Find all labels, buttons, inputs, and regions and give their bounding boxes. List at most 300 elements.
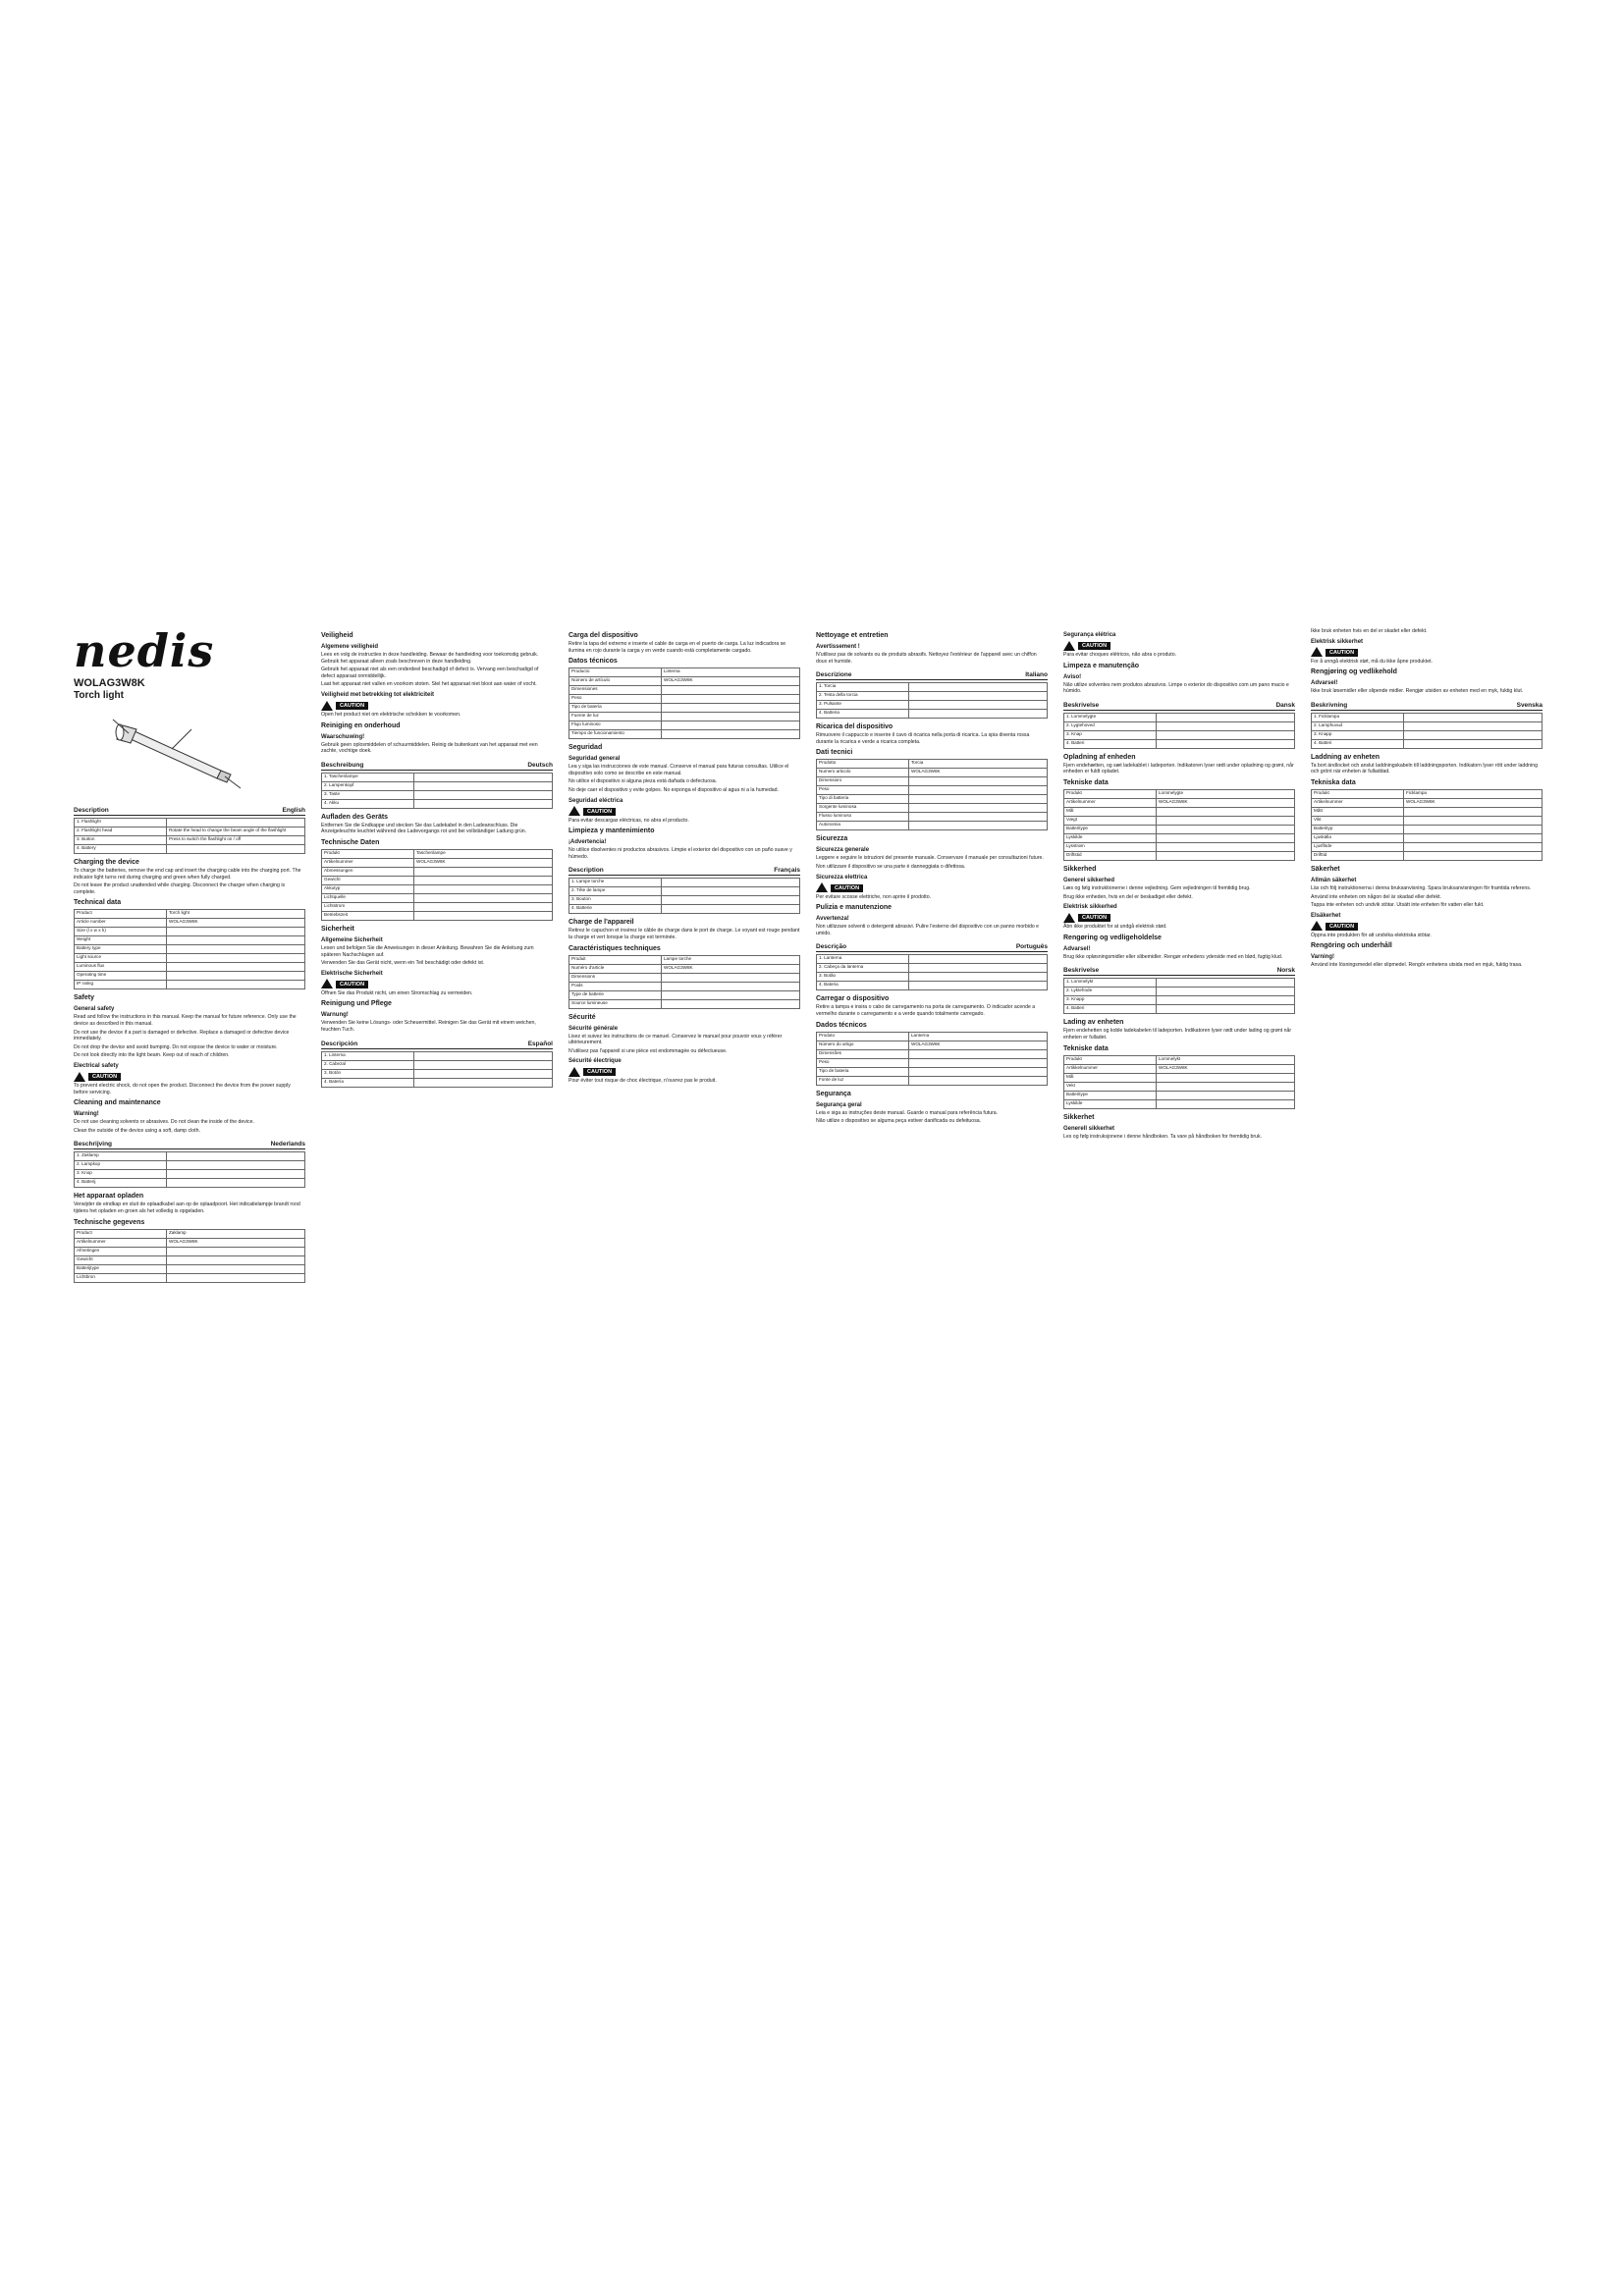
table-cell-value: WOLAG3W8K	[909, 769, 1048, 777]
section-heading: Lading av enheten	[1063, 1019, 1124, 1027]
table-cell-label: 1. Torcia	[817, 683, 909, 692]
table-row	[75, 836, 305, 845]
table-cell-value	[1157, 1073, 1295, 1082]
table-row	[569, 704, 800, 713]
column-4	[816, 628, 1048, 1669]
table-cell-label: Artikelnummer	[1312, 798, 1404, 807]
table-row	[1064, 798, 1295, 807]
body-paragraph: Fjern endehætten, og sæt ladekablet i ladeporten. Indikatoren lyser rødt under opladning og grønt, når enheden er fuldt opladet.	[1063, 762, 1294, 775]
table-cell-value	[167, 954, 305, 963]
table-cell-label: 1. Lommelykt	[1064, 979, 1157, 988]
table-row	[569, 982, 800, 990]
table-row	[817, 1032, 1048, 1041]
table-row	[1064, 842, 1295, 851]
table-cell-value	[1404, 730, 1543, 739]
table-cell-value	[1157, 825, 1295, 833]
table-row	[817, 1067, 1048, 1076]
body-paragraph: No utilice disolventes ni productos abrasivos. Limpie el exterior del dispositivo con un paño suave y húmedo.	[568, 847, 792, 860]
table-cell-label: Artikelnummer	[75, 1238, 167, 1247]
table-row	[322, 876, 553, 884]
table-cell-value: Taschenlampe	[414, 849, 553, 858]
caution-warning	[568, 806, 800, 818]
table-row	[75, 1255, 305, 1264]
body-paragraph: Non utilizzare solventi o detergenti abrasivi. Pulire l'esterno del dispositivo con un panno morbido e umido.	[816, 924, 1040, 936]
table-cell-label: Batteritype	[1064, 825, 1157, 833]
table-row	[1064, 721, 1295, 730]
table-row	[1312, 739, 1543, 748]
table-row	[817, 1049, 1048, 1058]
table-cell-value: Ficklampa	[1404, 789, 1543, 798]
table-cell-label: Batteritype	[1064, 1091, 1157, 1099]
section-title: Beschrijving	[74, 1141, 113, 1148]
table-cell-value	[909, 1067, 1048, 1076]
table-cell-value	[167, 819, 305, 828]
table-row	[569, 668, 800, 677]
table-cell-label: Mått	[1312, 807, 1404, 816]
table-cell-label: 2. Lyktehode	[1064, 988, 1157, 996]
table-cell-value	[1157, 1099, 1295, 1108]
table-cell-value	[662, 704, 800, 713]
table-cell-label: Dimensões	[817, 1049, 909, 1058]
table-cell-label: 3. Knop	[75, 1170, 167, 1179]
table-row	[75, 1229, 305, 1238]
section-heading: Säkerhet	[1311, 865, 1340, 873]
language-section-header	[74, 1140, 305, 1149]
table-cell-value	[1157, 1005, 1295, 1014]
table-row	[817, 710, 1048, 719]
subsection-heading: Varning!	[1311, 954, 1335, 961]
table-cell-label: Producto	[569, 668, 662, 677]
table-row	[75, 945, 305, 954]
table-row	[817, 692, 1048, 701]
body-paragraph: Öffnen Sie das Produkt nicht, um einen Stromschlag zu vermeiden.	[321, 989, 473, 996]
table-cell-label: Poids	[569, 982, 662, 990]
table-cell-value	[1404, 713, 1543, 721]
table-cell-label: Artikelnummer	[322, 858, 414, 867]
subsection-heading: Algemene veiligheid	[321, 644, 379, 650]
spec-table	[321, 773, 553, 809]
table-cell-value: WOLAG3W8K	[414, 858, 553, 867]
language-label: Svenska	[1516, 701, 1543, 709]
table-cell-value	[662, 730, 800, 739]
body-paragraph: Retirez le capuchon et insérez le câble de charge dans le port de charge. Le voyant est rouge pendant la charge et vert lorsque la charge est terminée.	[568, 928, 800, 940]
table-row	[75, 828, 305, 836]
spec-table	[1311, 789, 1543, 861]
table-cell-value	[1157, 1082, 1295, 1091]
body-paragraph: Laat het apparaat niet vallen en voorkom stoten. Stel het apparaat niet bloot aan water of vocht.	[321, 681, 537, 688]
subsection-heading: Aviso!	[1063, 673, 1082, 680]
body-paragraph: Gebruik het apparaat niet als een onderdeel beschadigd of defect is. Vervang een beschadigd of defect apparaat onmiddellijk.	[321, 667, 539, 679]
table-cell-label: Peso	[817, 1058, 909, 1067]
table-row	[1064, 1082, 1295, 1091]
body-paragraph: No deje caer el dispositivo y evite golpes. No exponga el dispositivo al agua ni a la humedad.	[568, 786, 779, 793]
table-cell-value	[414, 911, 553, 920]
body-paragraph: Brug ikke enheden, hvis en del er beskadiget eller defekt.	[1063, 893, 1193, 900]
table-cell-label: Produkt	[1064, 1055, 1157, 1064]
spec-table	[74, 909, 305, 989]
table-cell-label: Artikkelnummer	[1064, 1064, 1157, 1073]
table-cell-value	[1157, 739, 1295, 748]
section-heading: Technische gegevens	[74, 1218, 145, 1226]
section-heading: Carregar o dispositivo	[816, 995, 890, 1003]
table-row	[569, 879, 800, 887]
subsection-heading: Sicurezza generale	[816, 847, 870, 854]
section-heading: Carga del dispositivo	[568, 632, 638, 639]
table-cell-value: Torch light	[167, 910, 305, 919]
table-cell-value	[909, 786, 1048, 795]
spec-table	[816, 759, 1048, 830]
table-cell-label: Prodotto	[817, 760, 909, 769]
section-heading: Aufladen des Geräts	[321, 813, 389, 821]
table-cell-value: WOLAG3W8K	[662, 677, 800, 686]
table-cell-label: Artikelnummer	[1064, 798, 1157, 807]
table-cell-label: Produkt	[322, 849, 414, 858]
subsection-heading: Elektrisk sikkerhed	[1063, 904, 1117, 911]
table-cell-value	[1157, 833, 1295, 842]
section-heading: Limpieza y mantenimiento	[568, 828, 655, 835]
brand-logo: nedis	[74, 628, 215, 677]
table-cell-label: Peso	[569, 695, 662, 704]
table-cell-value	[414, 773, 553, 781]
body-paragraph: Ikke bruk enheten hvis en del er skadet eller defekt.	[1311, 628, 1428, 634]
table-cell-label: Número do artigo	[817, 1041, 909, 1049]
body-paragraph: Open het product niet om elektrische schokken te voorkomen.	[321, 711, 461, 718]
table-row	[322, 893, 553, 902]
body-paragraph: N'utilisez pas l'appareil si une pièce est endommagée ou défectueuse.	[568, 1047, 728, 1054]
table-cell-value	[414, 1060, 553, 1069]
caution-label: CAUTION	[1078, 642, 1110, 650]
section-heading: Tekniske data	[1063, 1044, 1109, 1052]
column-3-content	[568, 631, 800, 1085]
table-row	[322, 773, 553, 781]
body-paragraph: Do not use the device if a part is damaged or defective. Replace a damaged or defective device immediately.	[74, 1029, 290, 1042]
subsection-heading: Segurança elétrica	[1063, 632, 1116, 638]
table-cell-label: Vekt	[1064, 1082, 1157, 1091]
table-cell-value	[1404, 842, 1543, 851]
body-paragraph: Do not drop the device and avoid bumping. Do not expose the device to water or moisture.	[74, 1043, 278, 1050]
table-row	[75, 819, 305, 828]
table-cell-label: Dimensions	[569, 973, 662, 982]
table-cell-value: WOLAG3W8K	[167, 1238, 305, 1247]
table-cell-label: 3. Button	[75, 836, 167, 845]
model-number: WOLAG3W8K	[74, 677, 145, 689]
table-row	[1312, 833, 1543, 842]
table-cell-value: WOLAG3W8K	[909, 1041, 1048, 1049]
warning-triangle-icon	[1311, 647, 1323, 657]
section-heading: Cleaning and maintenance	[74, 1099, 161, 1107]
section-heading: Veiligheid	[321, 632, 353, 639]
table-row	[1064, 730, 1295, 739]
table-cell-label: 3. Taste	[322, 790, 414, 799]
table-cell-value	[414, 902, 553, 911]
section-heading: Charge de l'appareil	[568, 919, 634, 927]
language-label: Norsk	[1276, 967, 1295, 975]
table-cell-value: Press to switch the flashlight on / off	[167, 836, 305, 845]
table-cell-value	[167, 936, 305, 945]
table-row	[817, 769, 1048, 777]
subsection-heading: Sécurité électrique	[568, 1058, 622, 1065]
language-section-header	[816, 670, 1048, 680]
subsection-heading: Generel sikkerhed	[1063, 877, 1115, 883]
table-cell-value	[1157, 730, 1295, 739]
table-cell-label: Driftstid	[1064, 851, 1157, 860]
table-cell-label: Batterityp	[1312, 825, 1404, 833]
section-heading: Sicherheit	[321, 925, 354, 933]
table-row	[75, 1179, 305, 1188]
table-cell-value	[662, 999, 800, 1008]
table-row	[322, 849, 553, 858]
table-row	[569, 713, 800, 721]
table-row	[569, 905, 800, 914]
table-cell-label: 3. Knapp	[1064, 996, 1157, 1005]
warning-triangle-icon	[1063, 641, 1075, 651]
table-cell-label: 3. Botón	[322, 1069, 414, 1078]
table-cell-label: Betriebszeit	[322, 911, 414, 920]
section-heading: Datos técnicos	[568, 658, 618, 666]
table-cell-label: Size (l x w x h)	[75, 928, 167, 936]
table-cell-value	[1157, 988, 1295, 996]
body-paragraph: Não utilize solventes nem produtos abrasivos. Limpe o exterior do dispositivo com um pano macio e húmido.	[1063, 681, 1289, 695]
table-row	[569, 730, 800, 739]
table-cell-label: Lysstrøm	[1064, 842, 1157, 851]
table-row	[75, 1247, 305, 1255]
table-cell-label: Tipo de bateria	[817, 1067, 909, 1076]
body-paragraph: Clean the outside of the device using a soft, damp cloth.	[74, 1127, 200, 1134]
subsection-heading: Elsäkerhet	[1311, 912, 1341, 919]
body-paragraph: Leggere e seguire le istruzioni del presente manuale. Conservare il manuale per consultazioni future.	[816, 855, 1044, 862]
subsection-heading: Generell sikkerhet	[1063, 1125, 1115, 1132]
subsection-heading: Sécurité générale	[568, 1025, 619, 1032]
subsection-heading: Elektrisk sikkerhet	[1311, 638, 1364, 645]
table-cell-value: WOLAG3W8K	[167, 919, 305, 928]
table-cell-value	[167, 963, 305, 972]
column-1-content	[74, 806, 305, 1283]
table-cell-label: 3. Knap	[1064, 730, 1157, 739]
table-row	[1312, 713, 1543, 721]
table-row	[1064, 1091, 1295, 1099]
table-cell-value	[167, 1255, 305, 1264]
subsection-heading: ¡Advertencia!	[568, 839, 607, 846]
body-paragraph: To prevent electric shock, do not open the product. Disconnect the device from the power supply before servicing.	[74, 1082, 291, 1095]
table-cell-label: Tipo de batería	[569, 704, 662, 713]
body-paragraph: Do not use cleaning solvents or abrasives. Do not clean the inside of the device.	[74, 1119, 254, 1126]
body-paragraph: Pour éviter tout risque de choc électrique, n'ouvrez pas le produit.	[568, 1078, 717, 1085]
subsection-heading: Allgemeine Sicherheit	[321, 936, 383, 943]
table-cell-label: Flusso luminoso	[817, 813, 909, 822]
subsection-heading: Advarsel!	[1063, 945, 1091, 952]
manual-sheet	[74, 628, 1546, 1669]
table-cell-label: Abmessungen	[322, 867, 414, 876]
caution-label: CAUTION	[831, 884, 863, 892]
column-2-content	[321, 631, 553, 1088]
table-cell-value	[662, 982, 800, 990]
table-cell-label: 4. Batteri	[1064, 739, 1157, 748]
table-cell-label: Fuente de luz	[569, 713, 662, 721]
table-cell-label: 2. Lampenkopf	[322, 781, 414, 790]
table-row	[75, 981, 305, 989]
table-cell-value	[1404, 807, 1543, 816]
language-section-header	[816, 942, 1048, 952]
subsection-heading: General safety	[74, 1006, 115, 1013]
subsection-heading: Allmän säkerhet	[1311, 877, 1357, 883]
table-row	[569, 973, 800, 982]
table-cell-value	[1404, 825, 1543, 833]
section-title: Descrição	[816, 943, 847, 951]
body-paragraph: Lisez et suivez les instructions de ce manuel. Conservez le manuel pour pouvoir vous y référer ultérieurement.	[568, 1033, 783, 1046]
table-cell-value	[1157, 721, 1295, 730]
table-cell-value	[1404, 721, 1543, 730]
spec-table	[1311, 713, 1543, 749]
table-cell-value	[167, 1273, 305, 1282]
body-paragraph: Ikke bruk løsemidler eller slipende midler. Rengjør utsiden av enheten med en myk, fuktig klut.	[1311, 688, 1524, 695]
table-cell-value	[167, 1247, 305, 1255]
table-cell-value: Lanterna	[909, 1032, 1048, 1041]
table-row	[1064, 1099, 1295, 1108]
section-heading: Rengøring og vedligeholdelse	[1063, 934, 1162, 941]
body-paragraph: Åbn ikke produktet for at undgå elektrisk stød.	[1063, 924, 1167, 931]
table-cell-label: 1. Flashlight	[75, 819, 167, 828]
caution-label: CAUTION	[1078, 914, 1110, 922]
section-heading: Rengöring och underhåll	[1311, 942, 1392, 950]
table-cell-value	[909, 822, 1048, 830]
table-cell-label: 4. Batteri	[1064, 1005, 1157, 1014]
table-cell-label: Produto	[817, 1032, 909, 1041]
spec-table	[568, 667, 800, 739]
table-row	[1312, 798, 1543, 807]
table-row	[1064, 1064, 1295, 1073]
table-cell-value	[1157, 979, 1295, 988]
section-heading: Dados técnicos	[816, 1021, 867, 1029]
body-paragraph: Ta bort ändlocket och anslut laddningskabeln till laddningsporten. Indikatorn lyser rött under laddning och grönt när enheten är fulladdad.	[1311, 762, 1538, 775]
table-cell-label: 1. Zaklamp	[75, 1152, 167, 1161]
table-cell-label: 3. Botão	[817, 973, 909, 982]
section-heading: Rengjøring og vedlikehold	[1311, 668, 1397, 676]
product-title: Torch light	[74, 690, 124, 701]
warning-triangle-icon	[816, 882, 828, 892]
table-cell-label: 1. Linterna	[322, 1051, 414, 1060]
subsection-heading: Electrical safety	[74, 1062, 119, 1069]
table-row	[817, 964, 1048, 973]
spec-table	[74, 818, 305, 854]
warning-triangle-icon	[1311, 921, 1323, 931]
table-cell-label: 4. Batería	[322, 1078, 414, 1087]
table-cell-label: Battery type	[75, 945, 167, 954]
table-row	[817, 1058, 1048, 1067]
column-6-content	[1311, 628, 1543, 969]
table-cell-label: Drifttid	[1312, 851, 1404, 860]
warning-triangle-icon	[568, 806, 580, 816]
table-cell-label: 4. Akku	[322, 799, 414, 808]
table-cell-label: Ljusflöde	[1312, 842, 1404, 851]
body-paragraph: Les og følg instruksjonene i denne håndboken. Ta vare på håndboken for fremtidig bruk.	[1063, 1133, 1263, 1140]
table-cell-value	[1157, 713, 1295, 721]
table-row	[75, 1161, 305, 1170]
section-heading: Safety	[74, 994, 95, 1002]
caution-warning	[1063, 640, 1295, 652]
table-cell-label: IP rating	[75, 981, 167, 989]
table-row	[322, 902, 553, 911]
table-row	[322, 799, 553, 808]
language-label: Italiano	[1025, 671, 1048, 679]
table-row	[322, 781, 553, 790]
table-cell-value	[909, 1049, 1048, 1058]
table-cell-value	[662, 973, 800, 982]
spec-table	[74, 1151, 305, 1188]
table-cell-value: WOLAG3W8K	[1404, 798, 1543, 807]
subsection-heading: Avvertenza!	[816, 916, 849, 923]
caution-label: CAUTION	[336, 981, 368, 988]
table-cell-label: Akkutyp	[322, 884, 414, 893]
table-cell-label: Gewicht	[75, 1255, 167, 1264]
section-heading: Opladning af enheden	[1063, 753, 1136, 761]
table-cell-label: Weight	[75, 936, 167, 945]
language-section-header	[321, 761, 553, 771]
table-row	[817, 683, 1048, 692]
table-cell-label: Vikt	[1312, 816, 1404, 825]
language-section-header	[74, 806, 305, 816]
table-row	[75, 928, 305, 936]
table-cell-label: Numéro d'article	[569, 964, 662, 973]
table-cell-label: Product	[75, 910, 167, 919]
section-heading: Sikkerhed	[1063, 865, 1097, 873]
table-cell-value	[909, 701, 1048, 710]
section-title: Descripción	[321, 1040, 358, 1047]
body-paragraph: Retire a tampa e insira o cabo de carregamento na porta de carregamento. O indicador acende a vermelho durante o carregamento e a verde quando totalmente carregado.	[816, 1004, 1036, 1017]
table-cell-value	[167, 845, 305, 854]
table-row	[1064, 1073, 1295, 1082]
table-row	[817, 760, 1048, 769]
body-paragraph: No utilice el dispositivo si alguna pieza está dañada o defectuosa.	[568, 778, 718, 785]
table-cell-label: Fonte de luz	[817, 1076, 909, 1085]
language-label: Dansk	[1275, 701, 1295, 709]
body-paragraph: Não utilize o dispositivo se alguma peça estiver danificada ou defeituosa.	[816, 1118, 982, 1125]
table-row	[1312, 851, 1543, 860]
table-cell-value	[1404, 739, 1543, 748]
language-label: Español	[527, 1040, 553, 1047]
warning-triangle-icon	[321, 701, 333, 711]
table-cell-value	[909, 683, 1048, 692]
caution-warning	[1063, 912, 1295, 924]
table-cell-value	[167, 945, 305, 954]
table-row	[322, 1060, 553, 1069]
table-row	[1064, 979, 1295, 988]
table-cell-value: WOLAG3W8K	[1157, 1064, 1295, 1073]
caution-warning	[816, 882, 1048, 894]
table-cell-label: 4. Bateria	[817, 982, 909, 990]
table-cell-value	[414, 1069, 553, 1078]
table-row	[322, 1078, 553, 1087]
body-paragraph: Läs och följ instruktionerna i denna bruksanvisning. Spara bruksanvisningen för framtida referens.	[1311, 884, 1532, 891]
table-row	[322, 884, 553, 893]
table-cell-value	[909, 1076, 1048, 1085]
table-row	[1064, 825, 1295, 833]
body-paragraph: Non utilizzare il dispositivo se una parte è danneggiata o difettosa.	[816, 863, 966, 870]
body-paragraph: Öppna inte produkten för att undvika elektriska stötar.	[1311, 932, 1432, 938]
table-cell-value	[662, 990, 800, 999]
table-cell-label: 3. Pulsante	[817, 701, 909, 710]
caution-label: CAUTION	[583, 808, 616, 816]
body-paragraph: Do not look directly into the light beam. Keep out of reach of children.	[74, 1052, 230, 1059]
table-cell-label: Lichtstrom	[322, 902, 414, 911]
table-cell-value	[662, 887, 800, 896]
section-heading: Laddning av enheten	[1311, 753, 1380, 761]
table-row	[817, 1076, 1048, 1085]
table-row	[75, 972, 305, 981]
table-row	[817, 786, 1048, 795]
table-row	[569, 695, 800, 704]
table-cell-value	[662, 879, 800, 887]
table-cell-label: Dimensiones	[569, 686, 662, 695]
